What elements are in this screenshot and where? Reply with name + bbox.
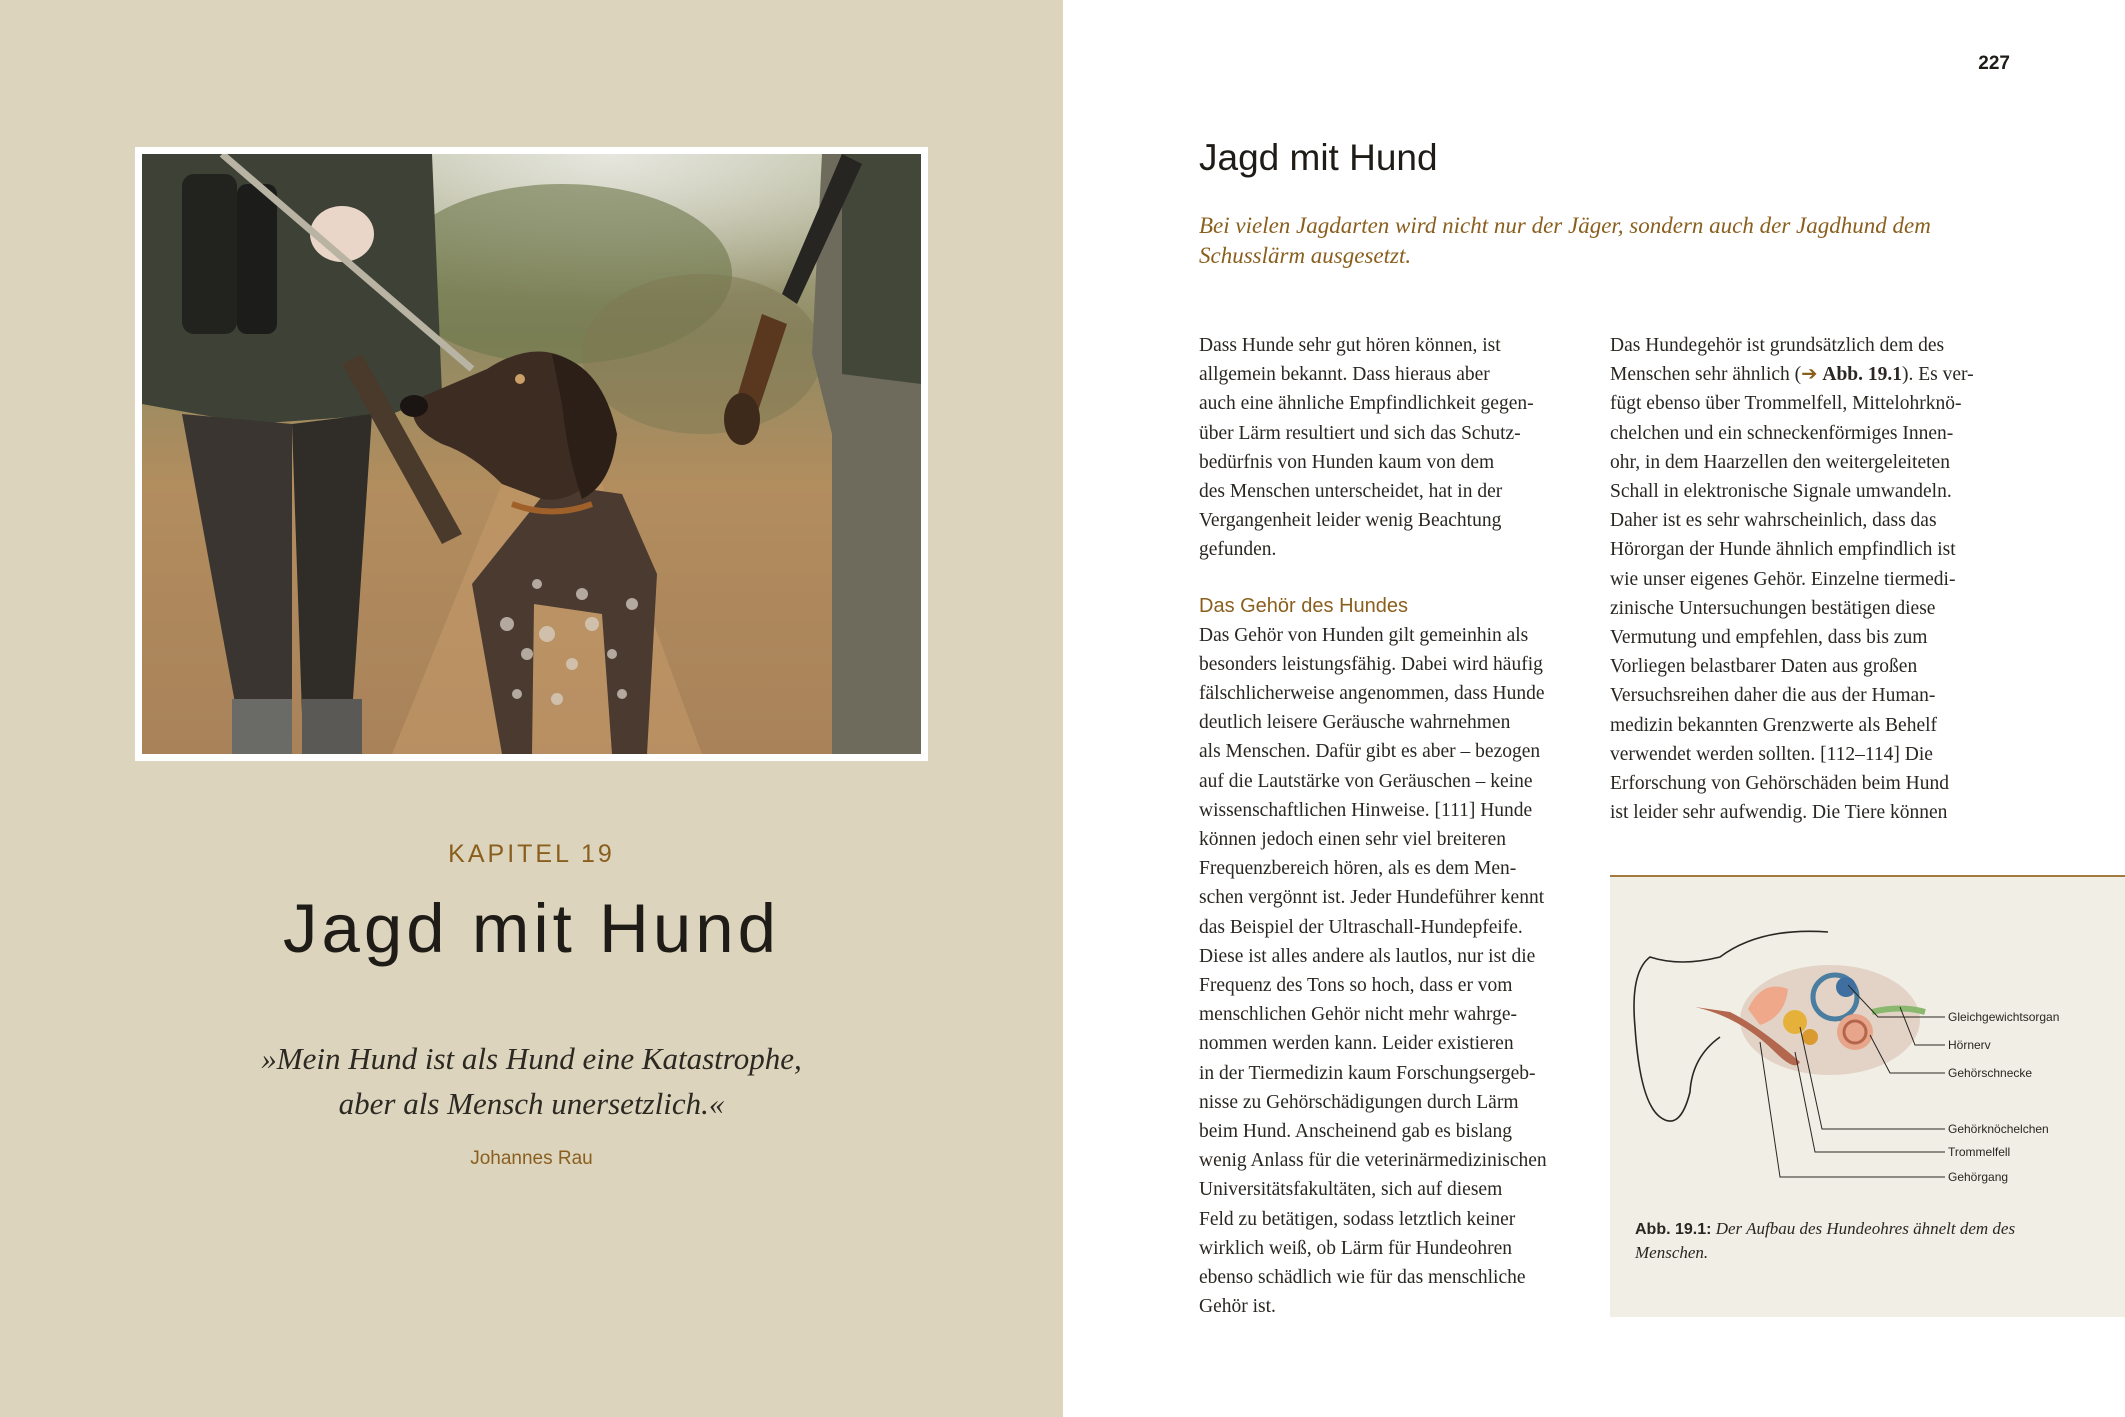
text-line: Das Hundegehör ist grundsätzlich dem des	[1610, 335, 1945, 356]
text-line: medizin bekannten Grenzwerte als Behelf	[1610, 714, 1938, 736]
text-line: Erforschung von Gehörschäden beim Hund	[1610, 773, 1949, 795]
figure-caption	[1635, 1217, 2055, 1264]
photo-frame	[135, 147, 928, 761]
text-line: auch eine ähnliche Empfindlichkeit gegen-	[1199, 393, 1534, 415]
text-line: Gehör ist.	[1199, 1296, 1276, 1318]
text-line: chelchen und ein schneckenförmiges Innen-	[1610, 422, 1954, 444]
text-line: ohr, in dem Haarzellen den weitergeleiteten	[1610, 451, 1950, 473]
text-line: Schall in elektronische Signale umwandeln.	[1610, 481, 1952, 503]
caption-label: Abb. 19.1:	[1635, 1221, 1712, 1238]
text-line: auf die Lautstärke von Geräuschen – keine	[1199, 770, 1533, 792]
label-gehoerschnecke: Gehörschnecke	[1948, 1066, 2033, 1080]
text-line: ebenso schädlich wie für das menschliche	[1199, 1267, 1526, 1289]
text-line	[1610, 360, 1995, 389]
text-fragment: ). Es ver-	[1902, 364, 1974, 386]
text-line: können jedoch einen sehr viel breiteren	[1199, 829, 1507, 851]
quote	[0, 1036, 1063, 1126]
text-column-right	[1610, 331, 1995, 827]
text-line: über Lärm resultiert und sich das Schutz-	[1199, 422, 1521, 444]
label-hoernerv: Hörnerv	[1948, 1038, 1991, 1052]
text-line: Hörorgan der Hunde ähnlich empfindlich ist	[1610, 539, 1956, 561]
text-line: Universitätsfakultäten, sich auf diesem	[1199, 1179, 1503, 1201]
page-number: 227	[1978, 53, 2010, 74]
quote-line: aber als Mensch unersetzlich.«	[338, 1086, 725, 1121]
paragraph	[1199, 331, 1584, 565]
text-line: wissenschaftlichen Hinweise. [111] Hunde	[1199, 799, 1533, 821]
paragraph	[1199, 621, 1584, 1322]
caption-text: Der Aufbau des Hundeohres ähnelt dem des Menschen.	[1635, 1219, 2016, 1262]
label-gleichgewichtsorgan: Gleichgewichtsorgan	[1948, 1010, 2060, 1024]
text-line: Vergangenheit leider wenig Beachtung	[1199, 510, 1502, 532]
quote-author: Johannes Rau	[470, 1148, 593, 1169]
text-line: das Beispiel der Ultraschall-Hundepfeife.	[1199, 916, 1523, 938]
text-fragment: Menschen sehr ähnlich (	[1610, 364, 1802, 386]
text-column-left	[1199, 331, 1584, 1322]
text-line: Feld zu betätigen, sodass letztlich keiner	[1199, 1208, 1516, 1230]
text-line: des Menschen unterscheidet, hat in der	[1199, 481, 1503, 503]
text-line: Diese ist alles andere als lautlos, nur ist die	[1199, 945, 1536, 967]
text-line: allgemein bekannt. Dass hieraus aber	[1199, 364, 1490, 386]
arrow-icon: ➔	[1801, 364, 1823, 386]
text-line: Daher ist es sehr wahrscheinlich, dass das	[1610, 510, 1937, 532]
chapter-label: KAPITEL 19	[448, 840, 615, 868]
text-line: verwendet werden sollten. [112–114] Die	[1610, 743, 1933, 765]
label-gehoerknoechelchen: Gehörknöchelchen	[1948, 1122, 2049, 1136]
text-line: menschlichen Gehör nicht mehr wahrge-	[1199, 1004, 1518, 1026]
quote-line: »Mein Hund ist als Hund eine Katastrophe,	[261, 1041, 802, 1076]
subheading: Das Gehör des Hundes	[1199, 594, 1409, 617]
text-line: nommen werden kann. Leider existieren	[1199, 1033, 1514, 1055]
text-line: wirklich weiß, ob Lärm für Hundeohren	[1199, 1237, 1512, 1259]
text-line: Das Gehör von Hunden gilt gemeinhin als	[1199, 624, 1529, 646]
text-line: fälschlicherweise angenommen, dass Hunde	[1199, 683, 1545, 705]
text-line: Dass Hunde sehr gut hören können, ist	[1199, 335, 1501, 356]
text-line: Vorliegen belastbarer Daten aus großen	[1610, 656, 1918, 678]
text-line: ist leider sehr aufwendig. Die Tiere können	[1610, 802, 1948, 824]
text-line: beim Hund. Anscheinend gab es bislang	[1199, 1121, 1513, 1143]
text-line: nisse zu Gehörschädigungen durch Lärm	[1199, 1091, 1519, 1113]
label-gehoergang: Gehörgang	[1948, 1170, 2009, 1184]
text-line: schen vergönnt ist. Jeder Hundeführer kennt	[1199, 887, 1545, 909]
text-line: bedürfnis von Hunden kaum von dem	[1199, 451, 1495, 473]
text-line: fügt ebenso über Trommelfell, Mittelohrknö-	[1610, 393, 1962, 415]
text-line: gefunden.	[1199, 539, 1277, 561]
text-line: wie unser eigenes Gehör. Einzelne tiermedi-	[1610, 568, 1956, 590]
section-title: Jagd mit Hund	[1199, 137, 1438, 178]
text-line: Versuchsreihen daher die aus der Human-	[1610, 685, 1936, 707]
text-line: zinische Untersuchungen bestätigen diese	[1610, 597, 1936, 619]
lead-paragraph: Bei vielen Jagdarten wird nicht nur der Jäger, sondern auch der Jagdhund dem Schusslärm ausgesetzt.	[1199, 213, 1931, 268]
label-trommelfell: Trommelfell	[1948, 1145, 2011, 1159]
figure-ear-diagram	[1610, 875, 2125, 1317]
right-page	[1063, 0, 2125, 1417]
text-line: wenig Anlass für die veterinärmedizinischen	[1199, 1150, 1547, 1172]
text-line: deutlich leisere Geräusche wahrnehmen	[1199, 712, 1511, 734]
figure-reference-link[interactable]: Abb. 19.1	[1822, 364, 1903, 386]
text-line: Frequenz des Tons so hoch, dass er vom	[1199, 975, 1513, 997]
text-line: Vermutung und empfehlen, dass bis zum	[1610, 627, 1928, 649]
hunting-dog-photo	[142, 154, 921, 754]
text-line: als Menschen. Dafür gibt es aber – bezogen	[1199, 741, 1541, 763]
text-line: Frequenzbereich hören, als es dem Men-	[1199, 858, 1517, 880]
text-line: in der Tiermedizin kaum Forschungsergeb-	[1199, 1062, 1536, 1084]
text-line: besonders leistungsfähig. Dabei wird häufig	[1199, 653, 1543, 675]
chapter-title: Jagd mit Hund	[283, 890, 780, 967]
